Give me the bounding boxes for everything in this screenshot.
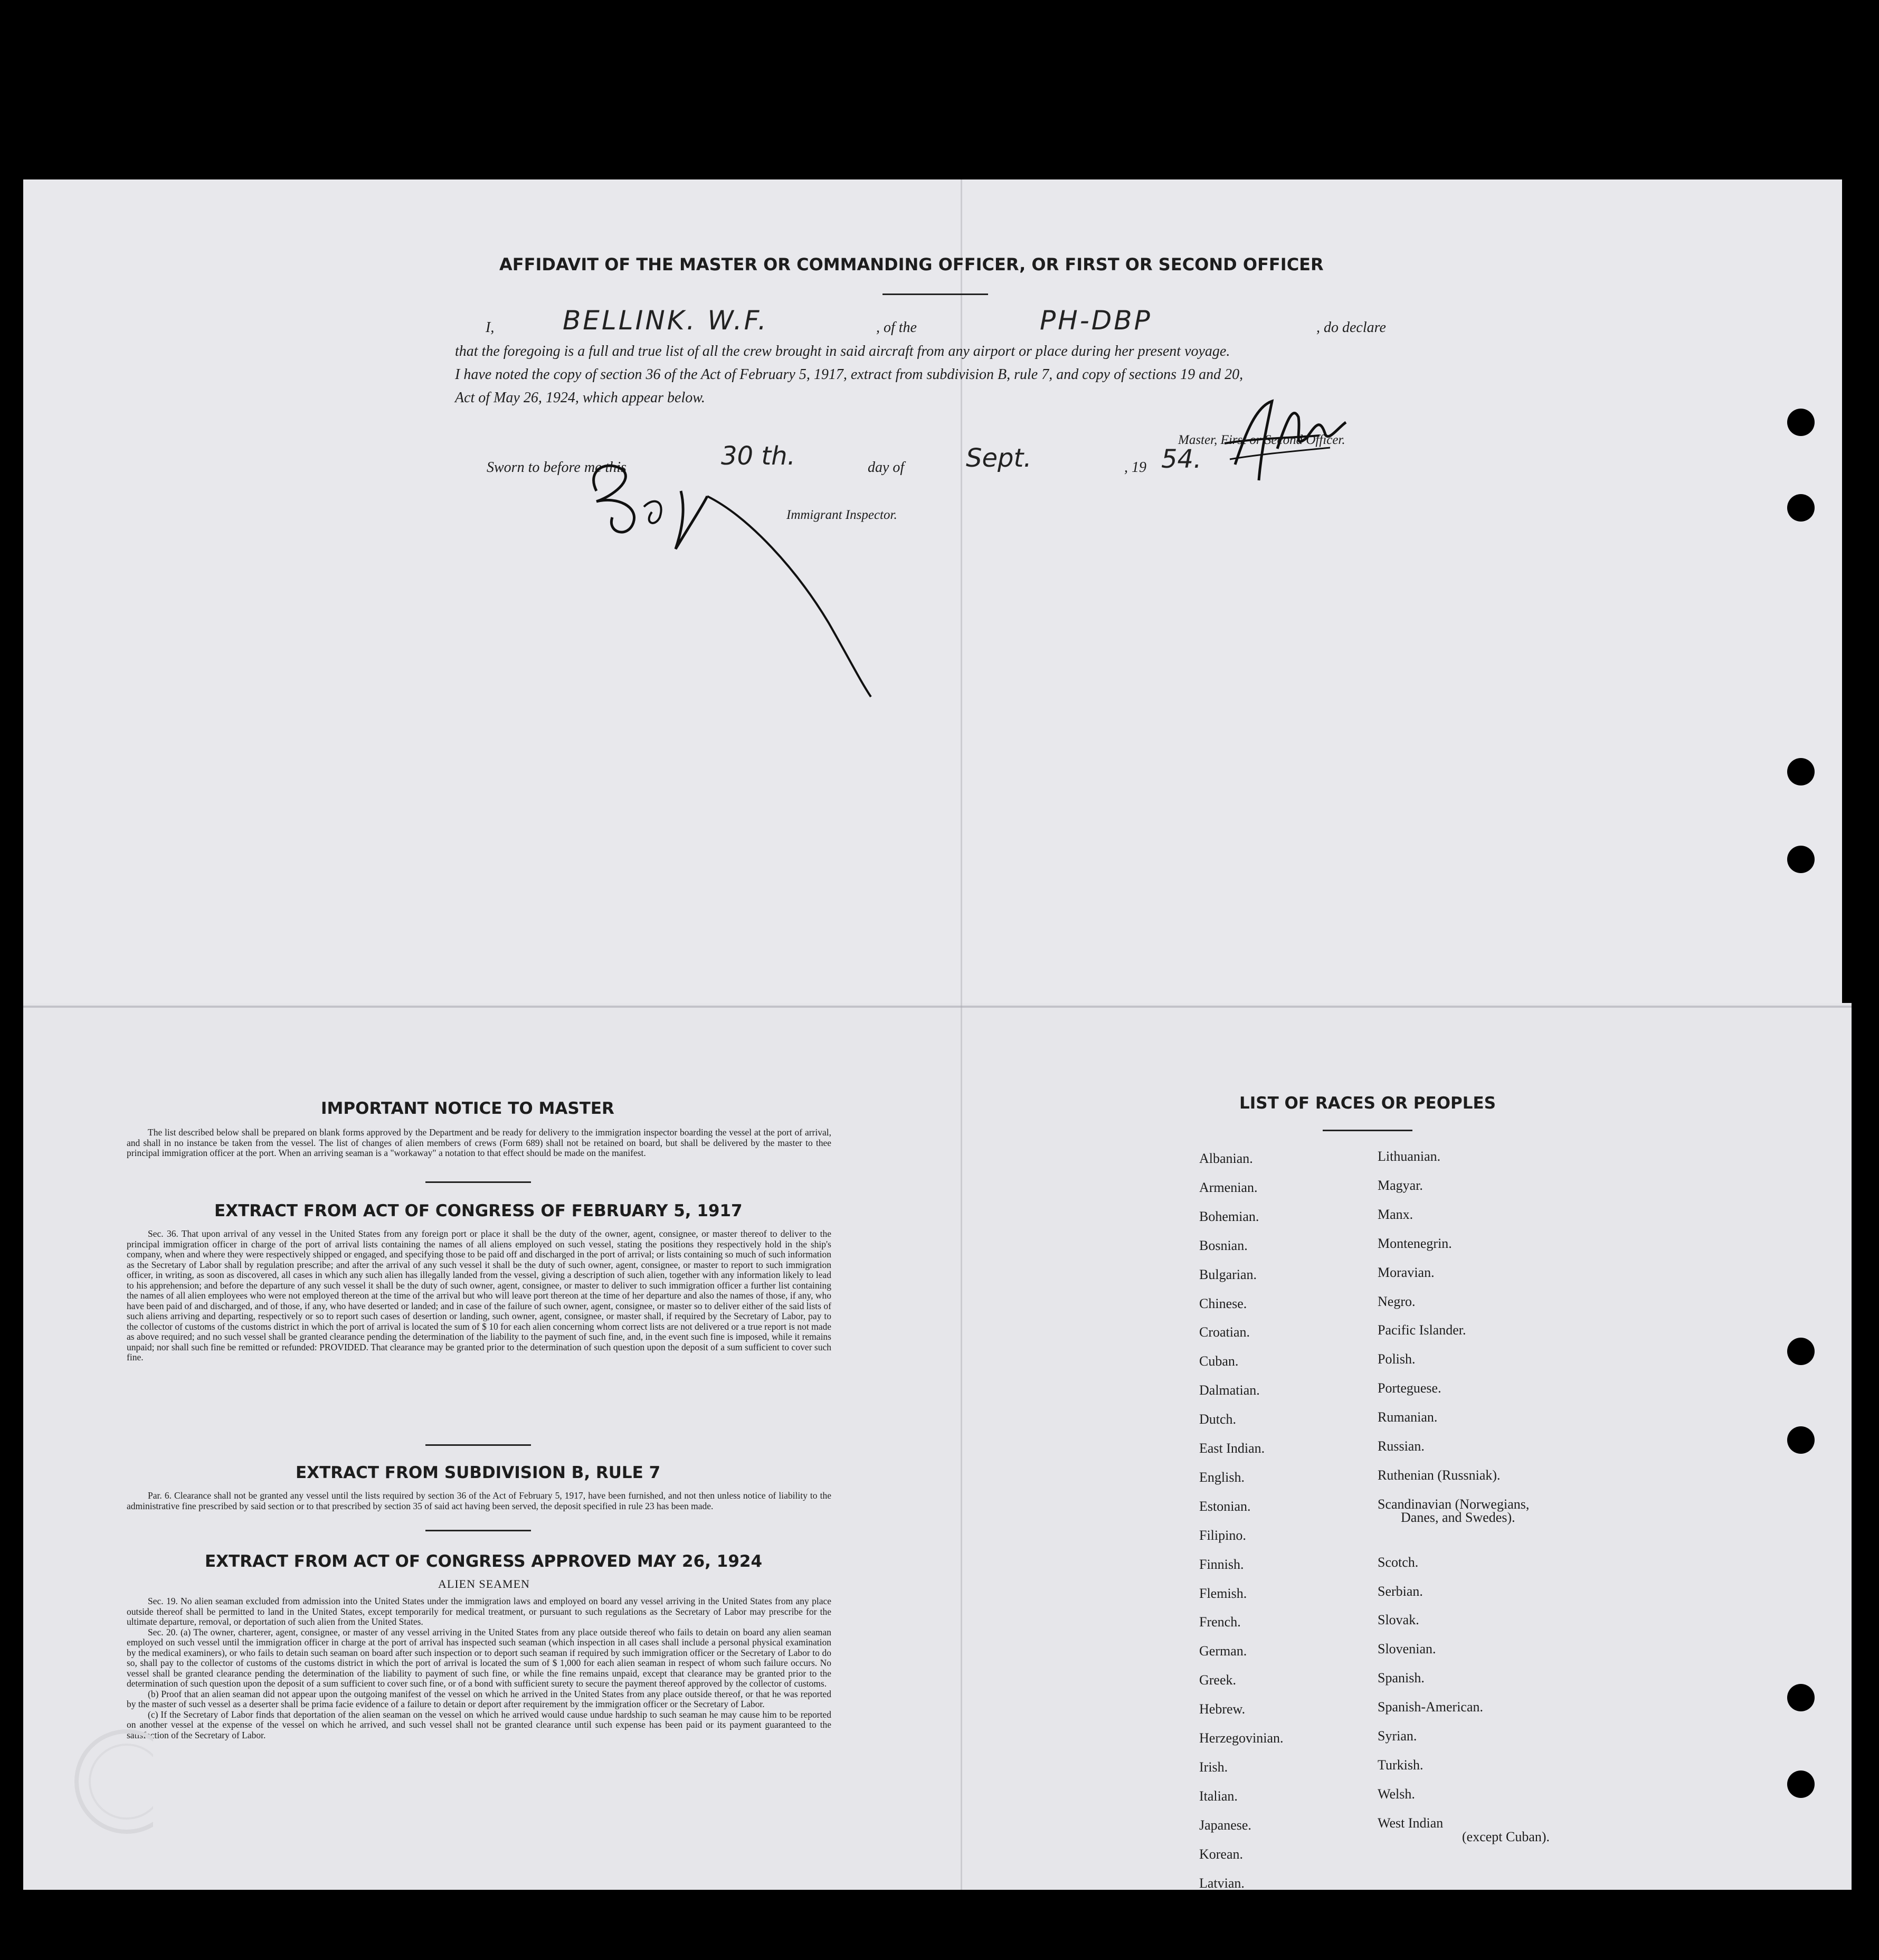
race-item: Lithuanian. [1378, 1149, 1441, 1164]
affidavit-line-2: that the foregoing is a full and true list of all the crew brought in said aircraft from any airport or place during her present voyage. [455, 343, 1230, 359]
master-name-handwritten: BELLINK. W.F. [563, 305, 768, 336]
punch-hole [1787, 1426, 1815, 1454]
punch-hole [1787, 409, 1815, 436]
race-item: German. [1199, 1643, 1247, 1659]
race-item: Porteguese. [1378, 1380, 1441, 1396]
affidavit-line-3: I have noted the copy of section 36 of the Act of February 5, 1917, extract from subdivision B, rule 7, and copy of sections 19 and 20, [455, 366, 1244, 383]
race-item: Welsh. [1378, 1786, 1415, 1802]
race-item: Hebrew. [1199, 1701, 1246, 1717]
race-item: Albanian. [1199, 1151, 1253, 1166]
race-item: Dalmatian. [1199, 1383, 1260, 1398]
month-handwritten: Sept. [966, 443, 1032, 473]
race-item: Polish. [1378, 1351, 1416, 1367]
embossed-seal [74, 1726, 153, 1837]
extract-rule7-rule [425, 1530, 531, 1531]
race-item: Turkish. [1378, 1757, 1424, 1773]
races-title: LIST OF RACES OR PEOPLES [1239, 1094, 1496, 1113]
race-item: Slovak. [1378, 1612, 1419, 1628]
master-signature [1214, 385, 1372, 491]
race-item: Negro. [1378, 1293, 1416, 1309]
race-item: Herzegovinian. [1199, 1730, 1284, 1746]
alien-seamen-subtitle: ALIEN SEAMEN [438, 1577, 530, 1590]
race-item: Italian. [1199, 1788, 1238, 1804]
day-of-label: day of [868, 459, 905, 476]
race-item: Greek. [1199, 1672, 1237, 1688]
extract-1924-title: EXTRACT FROM ACT OF CONGRESS APPROVED MAY 26, 1924 [205, 1552, 763, 1571]
sec-20a-paragraph: Sec. 20. (a) The owner, charterer, agent, consignee, or master of any vessel arriving in the United States from any place outside thereof who fails to detain on board any alien seaman employed on such vessel until the immigration officer in charge at the port of arrival has inspected such seaman (which inspection in all cases shall include a personal physical examination by the medical examiners), or who fails to detain such seaman on board after such inspection or to deport such seaman if required by such immigration officer or the Secretary of Labor to do so, shall pay to the collector of customs of the customs district in which the port of arrival is located the sum of $ 1,000 for each alien seaman in respect of whom such failure occurs. No vessel shall be granted clearance pending the determination of the liability to payment of such fine, or while the fine remains unpaid, except that clearance may be granted prior to the determination of such question upon the deposit of a sum sufficient to cover such fine, or of a bond with sufficient surety to secure the payment thereof approved by the collector of customs. [127, 1626, 831, 1689]
race-item: Spanish. [1378, 1670, 1425, 1686]
race-item: West Indian [1378, 1815, 1444, 1831]
par-6-paragraph: Par. 6. Clearance shall not be granted any vessel until the lists required by section 36 of the Act of February 5, 1917, have been furnished, and not then unless notice of liability to the administrative fine prescribed by said section or to that prescribed by section 35 of said act having been served, the deposit specified in rule 23 has been made. [127, 1490, 831, 1511]
year-handwritten: 54. [1161, 444, 1202, 474]
inspector-signature [575, 449, 881, 702]
race-item: Flemish. [1199, 1585, 1247, 1601]
races-rule [1323, 1130, 1412, 1131]
race-item: Dutch. [1199, 1412, 1237, 1427]
race-item: Armenian. [1199, 1179, 1258, 1195]
sec-20c-paragraph: (c) If the Secretary of Labor finds that deportation of the alien seaman on the vessel on which he arrived would cause undue hardship to such seaman he may cause him to be reported on another vessel at the expense of the vessel on which he arrived, and such vessel shall not be granted clearance until such expense has been paid or its payment guaranteed to the satisfaction of the Secretary of Labor. [127, 1709, 831, 1740]
extract-rule7-body [127, 1491, 831, 1511]
race-item: East Indian. [1199, 1441, 1265, 1456]
race-item: Moravian. [1378, 1264, 1435, 1280]
affidavit-title-rule [882, 293, 988, 295]
fold-line-vertical [961, 179, 962, 1890]
race-item: Slovenian. [1378, 1641, 1436, 1657]
punch-hole [1787, 846, 1815, 873]
notice-title: IMPORTANT NOTICE TO MASTER [321, 1099, 614, 1118]
race-item: Rumanian. [1378, 1409, 1438, 1425]
race-item: Syrian. [1378, 1728, 1417, 1744]
race-item: English. [1199, 1469, 1245, 1485]
race-item: French. [1199, 1614, 1241, 1630]
punch-hole [1787, 758, 1815, 785]
race-item: Russian. [1378, 1438, 1425, 1454]
sec-19-paragraph: Sec. 19. No alien seaman excluded from admission into the United States under the immigration laws and employed on board any vessel arriving in the United States from any place outside thereof shall be permitted to land in the United States, except temporarily for medical treatment, or pursuant to such regulations as the Secretary of Labor may prescribe for the ultimate departure, removal, or deportation of such alien from the United States. [127, 1596, 831, 1627]
race-item: Pacific Islander. [1378, 1322, 1466, 1338]
extract-1917-title: EXTRACT FROM ACT OF CONGRESS OF FEBRUARY 5, 1917 [214, 1201, 743, 1220]
do-declare-label: , do declare [1316, 319, 1386, 336]
race-item: Irish. [1199, 1759, 1228, 1775]
punch-hole [1787, 1770, 1815, 1798]
race-item: Spanish-American. [1378, 1699, 1484, 1715]
notice-body [127, 1128, 831, 1159]
race-item: Croatian. [1199, 1324, 1250, 1340]
master-officer-label: Master, First or Second Officer. [1178, 433, 1345, 447]
affidavit-i-label: I, [486, 319, 495, 336]
race-item: Finnish. [1199, 1556, 1244, 1572]
day-handwritten: 30 th. [721, 441, 795, 471]
of-the-label: , of the [876, 319, 917, 336]
affidavit-line-4: Act of May 26, 1924, which appear below. [455, 390, 705, 406]
race-item: Estonian. [1199, 1498, 1251, 1514]
race-item: Bohemian. [1199, 1208, 1259, 1224]
race-item: Serbian. [1378, 1583, 1423, 1599]
race-item: Scotch. [1378, 1554, 1419, 1570]
race-item: Latvian. [1199, 1875, 1245, 1891]
extract-rule7-title: EXTRACT FROM SUBDIVISION B, RULE 7 [296, 1463, 661, 1482]
sec-20b-paragraph: (b) Proof that an alien seaman did not appear upon the outgoing manifest of the vessel on which he arrived in the United States from any place outside thereof, or that he was reported by the master of such vessel as a deserter shall be prima facie evidence of a failure to detain or deport after requirement by the immigration officer or the Secretary of Labor. [127, 1688, 831, 1709]
race-item: Montenegrin. [1378, 1235, 1452, 1251]
extract-1917-rule [425, 1444, 531, 1446]
sec-36-paragraph: Sec. 36. That upon arrival of any vessel in the United States from any foreign port or place it shall be the duty of the owner, agent, consignee, or master thereof to deliver to the principal immigration officer in charge of the port of arrival lists containing the names of all aliens employed on such vessel, stating the positions they respectively hold in the ship's company, when and where they were respectively shipped or engaged, and specifying those to be paid off and discharged in the port of arrival; or lists containing so much of such information as the Secretary of Labor shall by regulation prescribe; and after the arrival of any such vessel it shall be the duty of such owner, agent, consignee, or master to report to such immigration officer, in writing, as soon as discovered, all cases in which any such alien has illegally landed from the vessel, giving a description of such alien, together with any information likely to lead to his apprehension; and before the departure of any such vessel it shall be the duty of such owner, agent, consignee, or master to deliver to such immigration officer a further list containing the names of all alien employees who were not employed thereon at the time of the arrival but who will leave port thereon at the time of her departure and also the names of those, if any, who have been paid of and discharged, and of those, if any, who have deserted or landed; and in case of the failure of such owner, agent, consignee, or master so to deliver either of the said lists of such aliens arriving and departing, respectively or so to report such cases of desertion or landing, such owner, agent, consignee, or master shall, if required by the Secretary of Labor, pay to the collector of customs of the customs district in which the port of arrival is located the sum of $ 10 for each alien concerning whom correct lists are not delivered or a true report is not made as above required; and no such vessel shall be granted clearance pending the determination of the liability to the payment of such fine, and, in the event such fine is imposed, while it remains unpaid; nor shall such fine be remitted or refunded: PROVIDED. That clearance may be granted prior to the determination of such question upon the deposit of a sum sufficient to cover such fine. [127, 1228, 831, 1362]
race-item: Cuban. [1199, 1353, 1239, 1369]
aircraft-id-handwritten: PH-DBP [1040, 305, 1152, 336]
race-item: Bulgarian. [1199, 1266, 1257, 1282]
extract-1924-body [127, 1596, 831, 1740]
race-item: Danes, and Swedes). [1401, 1509, 1515, 1525]
inspector-label: Immigrant Inspector. [786, 508, 897, 522]
notice-paragraph: The list described below shall be prepared on blank forms approved by the Department and be ready for delivery to the immigration inspector boarding the vessel at the port of arrival, and shall in no instance be taken from the vessel. The list of changes of alien members of crews (Form 689) shall not be retained on board, but shall be delivered by the master to thee principal immigration officer at the port. When an arriving seaman is a "workaway" a notation to that effect should be made on the manifest. [127, 1127, 831, 1158]
race-item: Ruthenian (Russniak). [1378, 1467, 1501, 1483]
punch-hole [1787, 494, 1815, 522]
notice-rule [425, 1181, 531, 1183]
punch-hole [1787, 1684, 1815, 1711]
race-item: Filipino. [1199, 1527, 1246, 1543]
race-item: Magyar. [1378, 1177, 1423, 1193]
race-item: Korean. [1199, 1846, 1244, 1862]
year-prefix-label: , 19 [1124, 459, 1146, 476]
race-item: Chinese. [1199, 1295, 1247, 1311]
sworn-label: Sworn to before me this [487, 459, 627, 476]
extract-1917-body [127, 1229, 831, 1363]
race-item: Scandinavian (Norwegians, [1378, 1496, 1530, 1512]
document-sheet-top [23, 179, 1842, 1008]
fold-line-horizontal [23, 1006, 1852, 1008]
race-item: (except Cuban). [1462, 1829, 1550, 1845]
race-item: Japanese. [1199, 1817, 1251, 1833]
punch-hole [1787, 1338, 1815, 1365]
race-item: Bosnian. [1199, 1237, 1248, 1253]
race-item: Manx. [1378, 1206, 1413, 1222]
affidavit-title: AFFIDAVIT OF THE MASTER OR COMMANDING OFFICER, OR FIRST OR SECOND OFFICER [499, 254, 1324, 274]
